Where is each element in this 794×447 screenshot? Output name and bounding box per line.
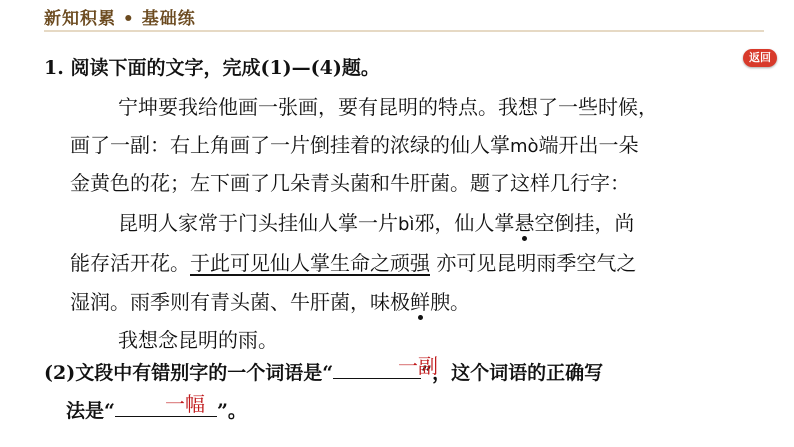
question-2-line (66, 396, 247, 424)
passage-text: 空倒挂，尚 (534, 211, 635, 235)
pinyin-annotation: mò (510, 136, 539, 157)
question-text: 法是“ (66, 400, 115, 422)
underlined-sentence: 于此可见仙人掌生命之顽强 (190, 251, 430, 275)
answer-text: 一幅 (165, 392, 205, 416)
back-button[interactable]: 返回 (743, 49, 777, 67)
passage-line: 宁坤要我给他画一张画，要有昆明的特点。我想了一些时候， (118, 95, 658, 119)
passage-text: 邪，仙人掌 (414, 211, 515, 235)
passage-line (118, 210, 634, 238)
passage-line (70, 289, 470, 315)
passage-line (70, 132, 639, 160)
question-text: ”，这个词语的正确写 (421, 362, 604, 384)
passage-text: 腴。 (430, 290, 470, 314)
section-title: 新知积累 • 基础练 (44, 9, 196, 29)
passage-text: 端开出一朵 (538, 133, 639, 157)
question-2-line (44, 358, 603, 386)
header-divider (44, 30, 764, 32)
passage-text: 能存活开花。 (70, 251, 190, 275)
emphasis-dot-char: 鲜 (410, 290, 430, 314)
header-bar (0, 0, 794, 42)
pinyin-annotation: bì (398, 214, 415, 235)
passage-text: 湿润。雨季则有青头菌、牛肝菌，味极 (70, 290, 410, 314)
passage-text: 亦可见昆明雨季空气之 (430, 251, 637, 275)
passage-text: 昆明人家常于门头挂仙人掌一片 (118, 211, 398, 235)
answer-text: 一副 (398, 354, 438, 378)
emphasis-dot-char: 悬 (514, 211, 535, 235)
passage-text: 画了一副：右上角画了一片倒挂着的浓绿的仙人掌 (70, 133, 510, 157)
passage-line: 我想念昆明的雨。 (118, 328, 278, 352)
question-text: (2)文段中有错别字的一个词语是“ (44, 362, 334, 384)
question-1-title: 1. 阅读下面的文字，完成(1)—(4)题。 (44, 57, 380, 79)
passage-line (70, 250, 636, 276)
question-text: ”。 (216, 400, 247, 422)
passage-line: 金黄色的花；左下画了几朵青头菌和牛肝菌。题了这样几行字： (70, 171, 630, 195)
